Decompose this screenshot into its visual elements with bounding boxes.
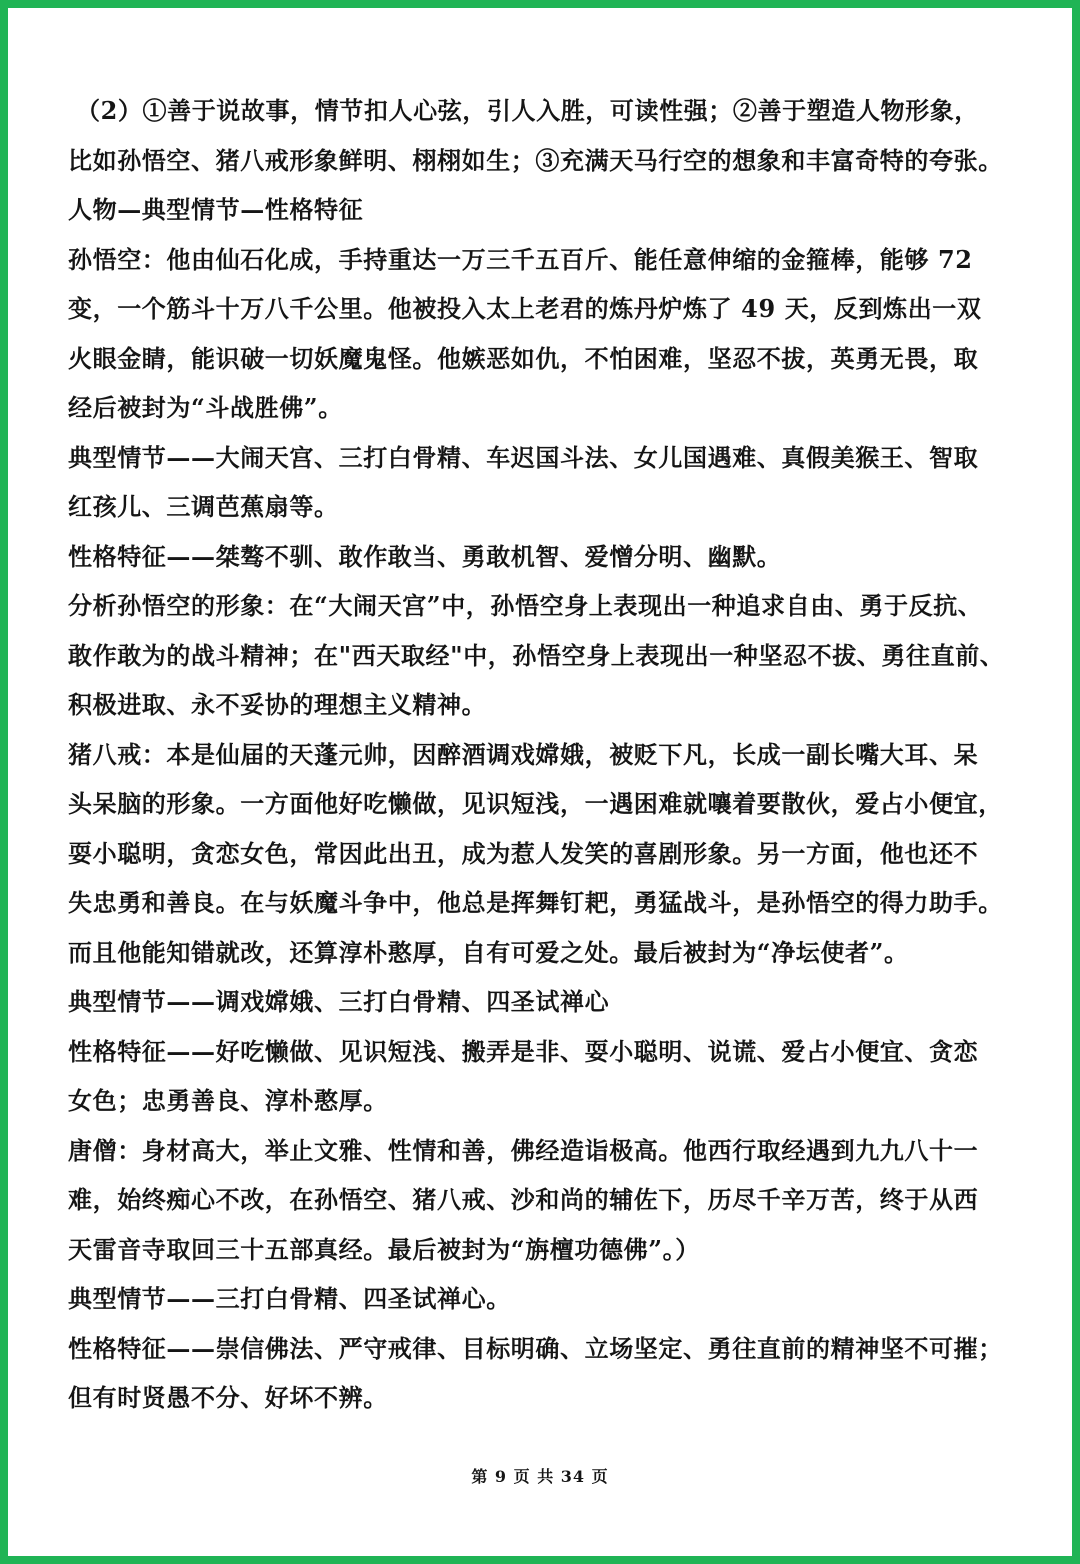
text-line: 分析孙悟空的形象：在“大闹天宫”中，孙悟空身上表现出一种追求自由、勇于反抗、 xyxy=(68,591,983,620)
text-line: 猪八戒：本是仙届的天蓬元帅，因醉酒调戏嫦娥，被贬下凡，长成一副长嘴大耳、呆 xyxy=(68,739,979,769)
text-line: 典型情节——大闹天宫、三打白骨精、车迟国斗法、女儿国遇难、真假美猴王、智取 xyxy=(68,442,979,472)
text-line: 头呆脑的形象。一方面他好吃懒做，见识短浅，一遇困难就嚷着要散伙，爱占小便宜， xyxy=(68,789,1003,818)
text-line: （2）①善于说故事，情节扣人心弦，引人入胜，可读性强；②善于塑造人物形象， xyxy=(76,96,979,125)
text-line: 耍小聪明，贪恋女色，常因此出丑，成为惹人发笑的喜剧形象。另一方面，他也还不 xyxy=(68,838,979,868)
text-line: 典型情节——调戏嫦娥、三打白骨精、四圣试禅心 xyxy=(68,987,610,1016)
text-line: 失忠勇和善良。在与妖魔斗争中，他总是挥舞钉耙，勇猛战斗，是孙悟空的得力助手。 xyxy=(68,888,1003,917)
text-line: 孙悟空：他由仙石化成，手持重达一万三千五百斤、能任意伸缩的金箍棒，能够 72 xyxy=(68,244,973,274)
page-number: 第 9 页 共 34 页 xyxy=(471,1467,609,1486)
text-line: 性格特征——崇信佛法、严守戒律、目标明确、立场坚定、勇往直前的精神坚不可摧； xyxy=(68,1333,1003,1363)
text-line: 红孩儿、三调芭蕉扇等。 xyxy=(68,492,339,521)
text-line: 火眼金睛，能识破一切妖魔鬼怪。他嫉恶如仇，不怕困难，坚忍不拔，英勇无畏，取 xyxy=(68,343,979,373)
text-line: 难，始终痴心不改，在孙悟空、猪八戒、沙和尚的辅佐下，历尽千辛万苦，终于从西 xyxy=(68,1185,979,1214)
text-line: 而且他能知错就改，还算淳朴憨厚，自有可爱之处。最后被封为“净坛使者”。 xyxy=(68,937,909,967)
text-line: 比如孙悟空、猪八戒形象鲜明、栩栩如生；③充满天马行空的想象和丰富奇特的夸张。 xyxy=(68,145,1003,175)
section-heading: 人物—典型情节—性格特征 xyxy=(68,195,364,224)
document-body xyxy=(68,86,1028,1423)
text-line: 性格特征——桀骜不驯、敢作敢当、勇敢机智、爱憎分明、幽默。 xyxy=(68,541,782,571)
text-line: 女色；忠勇善良、淳朴憨厚。 xyxy=(68,1086,388,1115)
text-line: 但有时贤愚不分、好坏不辨。 xyxy=(68,1383,388,1412)
text-line: 经后被封为“斗战胜佛”。 xyxy=(68,393,343,422)
text-line: 敢作敢为的战斗精神；在"西天取经"中，孙悟空身上表现出一种坚忍不拔、勇往直前、 xyxy=(68,640,1005,670)
text-line: 变，一个筋斗十万八千公里。他被投入太上老君的炼丹炉炼了 49 天，反到炼出一双 xyxy=(68,294,982,323)
text-line: 性格特征——好吃懒做、见识短浅、搬弄是非、耍小聪明、说谎、爱占小便宜、贪恋 xyxy=(68,1036,979,1066)
text-line: 典型情节——三打白骨精、四圣试禅心。 xyxy=(68,1284,511,1313)
text-line: 唐僧：身材高大，举止文雅、性情和善，佛经造诣极高。他西行取经遇到九九八十一 xyxy=(68,1135,979,1165)
text-line: 积极进取、永不妥协的理想主义精神。 xyxy=(68,690,487,719)
text-line: 天雷音寺取回三十五部真经。最后被封为“旃檀功德佛”。） xyxy=(68,1234,700,1264)
